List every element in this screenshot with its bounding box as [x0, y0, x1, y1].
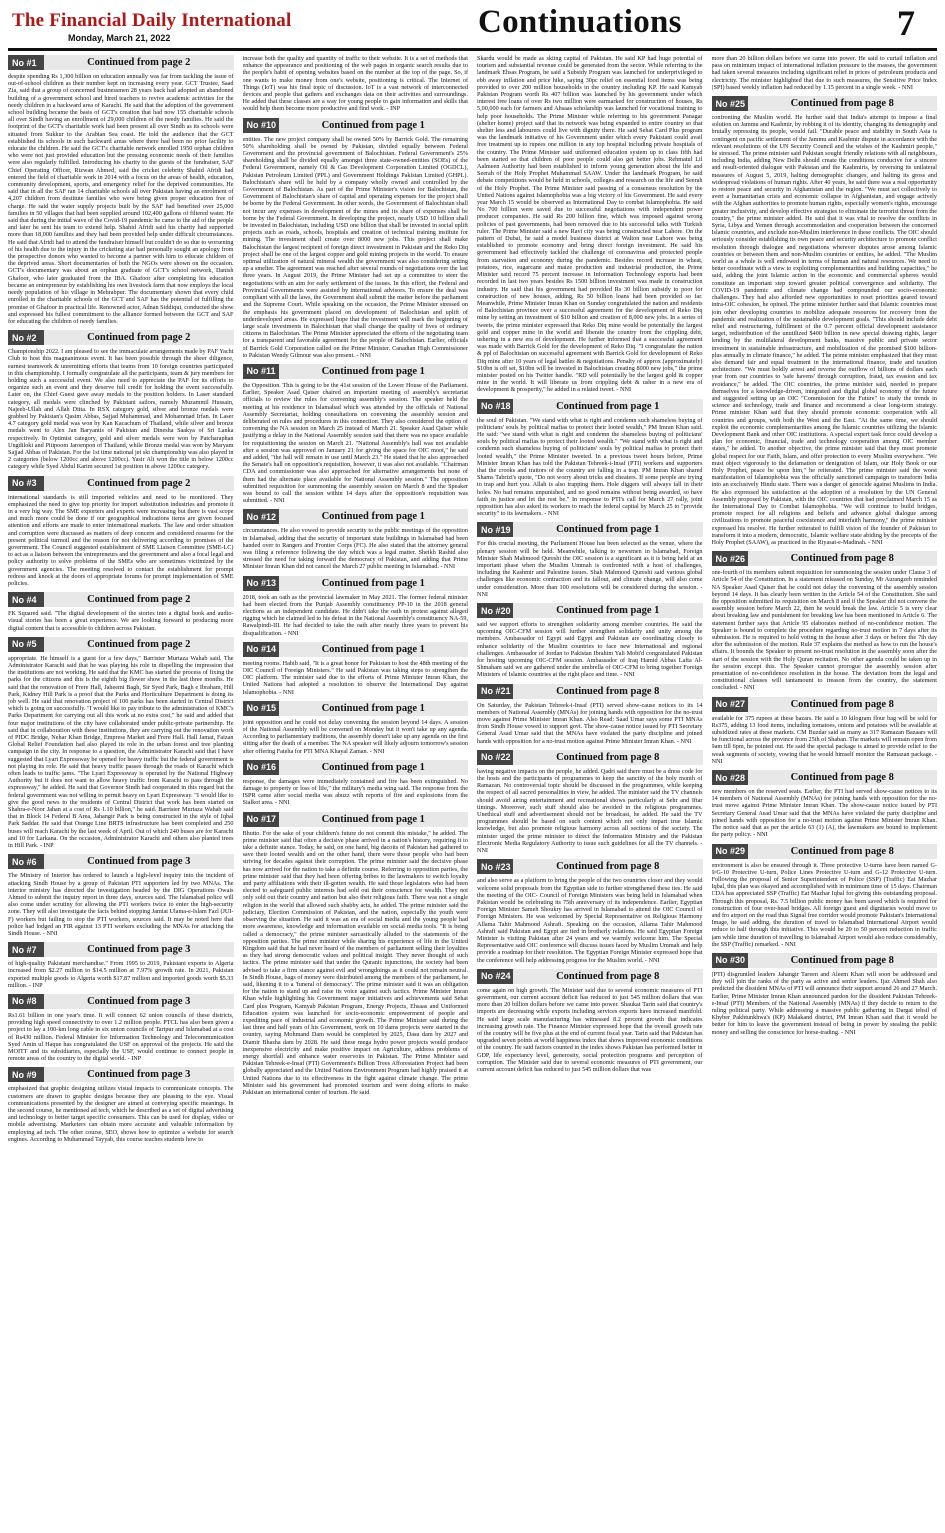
story-number: No #21: [477, 684, 513, 699]
story-text: the soul of Pakistan. "We stand with what is right and condemn such shameless buying of politicians' souls by political mafias to protect their looted wealth," PM Imran Khan said. He said: "we stand with what is right and condemn the shameless buying of politicians' souls by political mafias to protect their looted wealth." "We stand with what is right and condemn such shameless buying of politicians' souls by political mafias to protect their looted wealth," the Prime Minister tweeted. In a previous tweet hours before, Prime Minister Imran Khan has told the Pakistan Tehreek-i-Insaf (PTI) workers and supporters that the crooks and traitors of the country are falling in a trap. PM Imran Khan shared Shams Tabrizi's quote, "Do not worry about tricks and cheaters. If some people are trying to trap and hurt you. Allah is also trapping them. Hole diggers will always fall in their holes. No bad remains unpunished, and no good remains without being awarded, so have faith in justice and let the rest be." In response to PTI's call for March 27 rally, joint opposition has also asked its workers to reach the federal capital by March 25 to "provide security" to its lawmakers. - NNI: [477, 416, 703, 518]
story: [8, 854, 234, 937]
story-header: [477, 969, 703, 984]
continued-label: Continued from page 3: [44, 942, 234, 957]
story-number: No #25: [712, 96, 748, 111]
story-header: [243, 509, 469, 524]
story-text: having negative impacts on the people, he added. Qadri said there must be a dress code for the hosts and the participants of programmes to keep the sanctity of the holy month of Ramazan. No controversial topic should be discussed in the programmes, while keeping the respect of all sacred personalities in view, he added. The minister said the TV channels should avoid airing entertainment and recreational shows particularly at Sehr and Iftar timings. Moreover, such stuff should also be avoided in the religious programmes. Unethical stuff and advertisement should not be broadcast, he added. He said the TV programmes should be based on such content which not only impart true Islamic knowledge, but also promote religious harmony across all sections of the society. The minister urged the prime minister to direct the Information Ministry and the Pakistan Electronic Media Regulatory Authority to issue such guidelines for all the TV channels. - NNI: [477, 767, 703, 855]
masthead: [8, 0, 937, 51]
continued-label: Continued from page 8: [513, 859, 703, 874]
story-text: said we support efforts to strengthen solidarity among member countries. He said the upcoming OIC-CFM session will further strengthen solidarity and unity among the members. Ambassador of Egypt said Egypt and Pakistan are coordinating closely to enhance solidarity of the Muslim countries to face new International and regional challenges. Ambassador of Jordan to Pakistan Ibrahim Yali Mobi'd congratulated Pakistan for hosting upcoming OIC-CFM session. Ambassador of Iraq Hamid Abbas Lafta Al-Shmaham said we are gathered under the umbrella of OIC-CFM to bring together Foreign Ministers of Islamic countries at the right place and time. - NNI: [477, 621, 703, 679]
continued-label: Continued from page 8: [748, 551, 938, 566]
continued-label: Continued from page 1: [513, 399, 703, 414]
page-number: 7: [897, 3, 915, 43]
story-number: No #14: [243, 642, 279, 657]
story-text: emphasized that graphic designing utilizes visual impacts to communicate concepts. The customers are drawn to graphic designs because they are pleasing to the eye. Visual communications presented by the designer are aimed at conveying specific meanings. In the second course, he mentioned ad tech, which he described as a set of digital advertising and technology to better target specific consumers. This can be used for display, video or mobile advertising. Marketers can obtain more accurate and valuable information by employing ad tech. The other course, SEO, shows how to optimize a website for search engines. According to Muhammad Tayyab, this course teaches students how to: [8, 1085, 234, 1143]
story: [243, 760, 469, 807]
story-header: [8, 1067, 234, 1082]
section-title: Continuations: [478, 4, 682, 40]
story: [477, 522, 703, 598]
story: [477, 859, 703, 963]
story-text: the Opposition. This is going to be the 41st session of the Lower House of the Parliament. Earlier, Speaker Asad Qaiser chaired an important meeting of assembly's secretariat officials to review the rules for convening assembly's session. The speaker held the meeting at his residence in Islamabad which was attended by the officials of National Assembly Secretariat, holding consultations on convening the assembly session and deliberated on rules and procedures in this connection. They also considered the option of convening the NA session on March 25 instead of March 21. Speaker Asad Qaiser while justifying a delay in the National Assembly session said that there was no space available for requisitioning the session on March 21. "National Assembly's hall was not available after a session was approved on January 21 for giving the space for OIC moot," he said and added, "the hall will remain in use until March 23." He stated that he also approached the Senate's hall on opposition's requisition, however, it was also not available. "Chairman CDA and commissioner was also approached for alternative arrangements but none of them had the alternate place available for National Assembly session." The opposition submitted requisition for summoning the assembly session on March 8 and the Speaker was bound to call the session within 14 days after the opposition's requisition was submitted. - NNI: [242, 381, 468, 505]
continued-label: Continued from page 1: [279, 760, 469, 775]
story-text: come again on high growth. The Minister said due to several economic measures of PTI government, our current account deficit has reduced to just 545 million dollars that was more than 20 billion dollars before we came into power. Shaukat Tarin said that country's imports are decreasing while exports including services exports have increased manifold. He said large scale manufacturing has witnessed 8.2 percent growth that indicates increasing growth rate. The Finance Minister expressed hope that the overall growth rate of the country will be five plus at the end of current fiscal year. Tarin said that Pakistan has upgraded seven points at world happiness index that shows improved economic conditions of the country. He said factors counted in the index shows Pakistan has performed better in GDP, life expectancy level, generosity, social protection programs and perception of corruption. The Minister said due to several economic measures of PTI government, our current account deficit has reduced to just 545 million dollars that was: [477, 986, 703, 1073]
story: [243, 701, 469, 755]
story-header: [243, 812, 469, 827]
continued-label: Continued from page 2: [44, 592, 234, 607]
story-header: [477, 522, 703, 537]
story-number: No #4: [8, 592, 44, 607]
story-text: Bhutto. For the sake of your children's future do not commit this mistake," he added. The prime minister said that often a decisive phase arrived in a nation's history, requiring it to take a definite stance. Today, he said, on one hand, big dacoits of Pakistan had gathered to save their looted wealth and on the other hand, there were those people who had been striving for decades against their corruption. The prime minister said the decisive phase has now arrived for the nation to take a definite course. Referring to opposition parties, the prime minister said that they had been offering bribes to the lawmakers to switch loyalty and party affiliations with their ill-gotten wealth. He said those legislators who had been elected to safeguard public interests had sold out their conscience for wealth. They not only sold out their country and nation but also their religious faith. There was not a single religion in the world that allowed such shabby acts, he added. The prime minister said the judiciary, Election Commission of Pakistan, and the nation, especially the youth were observing the situation. He said it was an era of social media and the young people had more awareness, knowledge and information available on social media tools. "It is being called a democracy," the prime minister sarcastically alluded to the statements of the opposition parties. The prime minister while sharing his experience of life in the United Kingdom said that he had never heard of the members of parliament selling their loyalties as they had strong democratic values and political insight. They never thought of such tactics. The prime minister said that under the Quranic injunctions, the society had been advised to take a firm stance against evil and wrongdoings as it could not remain neutral. In Sindh House, bags of money were distributed among the members of the parliament, he said, likening it to a 'funeral of democracy'. The prime minister said it was an obligation for the nation to stand up and raise its voice against such tactics. Prime Minister Imran Khan while highlighting his Government major initiatives and achievements said Sehat Card plus Program, Kamyab Pakistan Program, Energy Projects, Ehsaas and Uniformed Education system was launched for socio-economic empowerment of people and expediting pace of industrial and economic growth. The Prime Minister said during the last three and half years of his Government, work on 10 dams projects were started in the country, saying Mohmand Dam would be completed by 2025, Dasu dam by 2027 and Diamir Bhasha dam by 2028. He said these mega hydro power projects would produce inexpensive electricity and make positive impact on Agriculture, address problems of energy shortfall and enhance water reservoirs in Pakistan. The Prime Minister said Pakistan Tehreek-e-Insaf (PTI) Government's Billion Trees Afforestation Project had been globally appreciated and the United Nations Environment Program had highly praised it at United Nations due to its effectiveness in the fight against climate change. The prime Minister said his government had promoted tourism and were doing efforts to make Pakistan an international center of tourism. He said: [242, 829, 468, 1096]
story-header: [477, 603, 703, 618]
story-text: and also serve as a platform to bring the people of the two countries closer and they would welcome solid proposals from the Egyptian side to further strengthened these ties. He said the meeting of the OIC- Council of Foreign Ministers was being held in Islamabad when Pakistan would be celebrating its 75th anniversary of its independence. Earlier, Egyptian Foreign Minister Sameh Shoukry has arrived in Islamabad to attend the OIC Council of Foreign Ministers. He was welcomed by Special Representative on Religious Harmony Allama Tahir Mahmood Ashrafi. Speaking on the occasion, Allama Tahir Mahmood Ashrafi said Pakistan and Egypt are tied in brotherly relations. He said Egyptian Foreign Minister is visiting Pakistan after 24 years and we warmly welcome him. The Special Representative said OIC conference will discuss issues faced by Muslim Ummah and help provide a roadmap for their resolution. The Egyptian Foreign Minister expressed hope that the conference will help addressing progress for the Muslim world. - NNI: [477, 877, 703, 964]
story: [712, 55, 938, 91]
column-4: [712, 55, 938, 1529]
story-text: entities. The new project company shall be owned 50% by Barrick Gold. The remaining 50% shareholding shall be owned by Pakistan, divided equally between Federal Government and the provincial government of Balochistan. Federal Government's 25% shareholding shall be divided equally amongst three state-owned-entities (SOEs) of the Federal Government, namely Oil & Gas Development Corporation Limited (OGDCL), Pakistan Petroleum Limited (PPL) and Government Holdings Pakistan Limited (GHPL). Balochistan's share will be held by a company wholly owned and controlled by the Government of Balochistan. As part of the Prime Minister's vision for Balochistan, the Government of Balochistan's share of capital and operating expenses for the project shall be borne by the Federal Government. In other words, the Government of Balochistan shall not incur any expenses in development of the mines and its share of expenses shall be borne by the Federal Government. In developing the project, nearly USD 10 billion shall be invested in Balochistan, including USD one billion that shall be invested in social uplift projects such as roads, schools, hospitals and creation of technical training institute for mining. The investment shall create over 8000 new jobs. This project shall make Balochistan the largest recipient of foreign direct investment in Pakistan and the Reko Diq project shall be one of the largest copper and gold mining projects in the world. To ensure optimal utilization of natural mineral wealth the government was also considering setting up a smelter. The agreement was reached after several rounds of negotiations over the last three years. In August 2019, the Prime Minister had set up a committee to steer the negotiations with an aim for early settlement of the issues. In this effort, the Federal and Provincial Governments were assisted by international advisors. To ensure the deal was compliant with all the laws, the Government shall submit the matter before the parliament and the Supreme Court. While speaking on the occasion, the Prime Minister stressed on the emphasis his government placed on development of Balochistan and uplift of underdeveloped areas. He expressed hope that the investment will mark the beginning of large scale investments in Balochistan that shall change the quality of lives of ordinary citizens in Balochistan. The Prime Minister appreciated the efforts of the negotiating team for a transparent and favorable agreement for the people of Balochistan. Earlier, officials of Barrick Gold Corporation called on the Prime Minister. Canadian High Commissioner to Pakistan Wendy Gilmour was also present. - NNI: [242, 135, 468, 359]
story-header: [712, 770, 938, 785]
story-text: 2018, took an oath as the provincial lawmaker in May 2021. The former federal minister had been elected from the Punjab Assembly constituency PP-10 in the 2018 general elections as an independent candidate. He didn't take the oath in protest against alleged rigging which he claimed led to his defeat in the National Assembly's constituency NA-59, Rawalpindi-III. He had decided to take the oath after nearly three years to prevent his disqualification. - NNI: [242, 593, 468, 637]
story-text: On Saturday, the Pakistan Tehreek-i-Insaf (PTI) served show-cause notices to its 14 members of National Assembly (MNAs) for joining hands with opposition for the no-trust move against Prime Minister Imran Khan. Also Read: Saad Umar says some PTI MNAs from Sindh House vowed to support govt. The show-cause notice issued by PTI Secretary General Asad Umar said that the MNAs have violated the party discipline and joined hands with opposition for a no-trust motion against Prime Minister Imran Khan. - NNI: [477, 701, 703, 745]
continued-label: Continued from page 2: [44, 476, 234, 491]
story-text: Skardu would be made as skiing capital of Pakistan. He said KP had huge potential of tourism and substantial revenue could be generated from the sector. While referring to the landmark Ehsas Program, he said a Subsidy Program was launched for underprivileged to ebb away inflation and price hike, saying 30pc relief on essential food items was being provided to over 200 million households in the country including KP. He said Kamyab Pakistan Program worth Rs 407 billion was launched by his government under which interest free loans of over Rs two million were earmarked for construction of houses, Rs 5,00,000 each for farmers and Ahsaas scholarship was launched for vocational training to help poor households. The Prime Minister while referring to his government Panagar (shelter home) project said that its network was being expanded to entire country so that shelter less and labourers could live with dignity there. He said Sehat Card Plus program was the landmark initiative of his Government under which every Pakistani could avail free treatment up to rupees one million in any top hospital including private hospitals of the country. The Prime Minister said uniformed education system up to class fifth had been started so that children of poor people could also get better jobs. Rehmatul Lil Aalmeen Authority had been established to inform young generation about the life and Seerah of the Holy Prophet Muhammad SAAW. Under the landmark Program, he said debate competitions would be held in schools, colleges and research on the life and Seerah of the Holy Prophet. The Prime Minister said passing of a consensus resolution by the United Nations against Islamophobia was a big victory of his Government. He said every year March 15 would be observed as International Day to combat Islamophobia. He said No 700 billion were saved due to successful negotiations with independent power producer companies. He said Rs 200 billion fine, which was imposed against wrong policies of past governments, had been removed due to his successful talks with Turkish ruler. The Prime Minister said a new Ravi city was being constructed near Lahore. On the pattern of Dubai, he said a model business district at Walton near Lahore was being established to promote economy and bring direct foreign investment. He said his government had effectively tackled the challenge of coronavirus and protected people from starvation and economy during the pandemic. Besides record increase in wheat, potatoes, rice, sugarcane and maize production and industrial production, the Prime Minister said record 75 percent increase in Information Technology exports had been recorded in last two years besides Rs 1500 billion investment was made in construction industry. He said that his government had provided Rs 30 billion subsidy to poor for construction of new houses, adding, Rs 50 billion loans had been provided so far. Meanwhile, Prime Minister Imran Khan on Sunday congratulated the nation and residents of Balochistan province over a successful agreement for the development of Reko Diq mine by setting an investment of $10 billion and creation of 8,000 new jobs. In a series of tweets, the prime minister expressed that Reko Diq mine would be potentially the largest gold and copper mine in the world and liberate the country from the crippling debt, ushering in a new era of development. He further informed that a successful agreement was made with Barrick Gold for the development of Reko Diq. "I congratulate the nation & ppl of Balochistan on successful agreement with Barrick Gold for development of Reko Diq mine after 10 years of legal battles & negotiations. Penalty of approx (approximately) $10bn is off set, $10bn will be invested in Balochistan creating 8000 new jobs," the prime minister posted on his Twitter handle. "RD will potentially be the largest gold & copper mine in the world. It will liberate us from crippling debt & usher in a new era of development & prosperity," he added in a related tweet. - NNI: [477, 55, 703, 394]
story-header: [8, 55, 234, 70]
story-header: [8, 476, 234, 491]
story-number: No #30: [712, 953, 748, 968]
paper-name: The Financial Daily International: [12, 10, 292, 31]
continued-label: Continued from page 2: [44, 330, 234, 345]
story: [712, 953, 938, 1036]
story-number: No #5: [8, 637, 44, 652]
columns: [8, 55, 937, 1529]
continued-label: Continued from page 8: [748, 953, 938, 968]
continued-label: Continued from page 3: [44, 994, 234, 1009]
story: [243, 118, 469, 359]
story-number: No #27: [712, 697, 748, 712]
story-text: FK Squared said. "The digital development of the stories into a digital book and audio-visual stories has been a great experience. We are looking forward to producing more digital content that is accessible to children across Pakistan.: [8, 610, 234, 632]
story: [712, 96, 938, 546]
story-header: [712, 551, 938, 566]
story: [8, 1067, 234, 1143]
continued-label: Continued from page 8: [748, 844, 938, 859]
story: [8, 994, 234, 1062]
story-text: confronting the Muslim world. He further said that India's attempt to impose a final solution on Jammu and Kashmir, by robbing it of its identity, changing its demography and brutally repressing its people, would fail. "Durable peace and stability in South Asia is contingent on pacific settlement of the Jammu and Kashmir dispute in accordance with the relevant resolutions of the UN Security Council and the wishes of the Kashmiri people," he stressed. The prime minister said Pakistan sought friendly relations with all neighbours, including India, adding New Delhi should create the conditions conducive for a sincere and result-oriented dialogue with Pakistan and the Kashmiris, by reversing its unilateral measures of August 5, 2019, halting demographic changes, and halting its gross and widespread violations of human rights. After 40 years, he said there was a real opportunity to restore peace and security in Afghanistan and the region. "We must act collectively to avert a humanitarian crisis and economic collapse in Afghanistan, and engage actively with the Afghan authorities to promote human rights, especially women's rights, encourage greater inclusivity, and develop effective strategies to eliminate the terrorist threat from the country," the prime minister added. He said that it was vital to resolve the conflicts in Syria, Libya and Yemen through accommodation and cooperation between the concerned Islamic countries, and exclude non-Muslim interference in these conflicts. The OIC should seriously consider establishing its own peace and security architecture to promote conflict resolution through dialogue and negotiations wherever disputes arose among Islamic countries or between them and non-Muslim countries or entities, he added. "The Muslim world as a whole is well endowed in terms of human and natural resources. We need to better coordinate with a view to exploiting complementarities and building capacities," he said, adding the joint Islamic action in the economic and commercial spheres would constitute an important step toward greater political convergence and solidarity. The COVID-19 pandemic and climate change had compounded our socio-economic challenges. They had also afforded new opportunities to reset priorities geared toward intra-OIC cohesion, he opined. The prime minister further said that Islamic countries must join other developing countries to mobilize adequate resources for recovery from the pandemic and realization of the sustainable development goals. "This should include debt relief and restructuring, fulfillment of the 0.7 percent official development assistance target, redistribution of the unutilized $400 billion in new special drawing rights, larger lending by the multilateral development banks, massive public and private sector investment in sustainable infrastructure, and mobilization of the promised $100 billion-plus annually in climate finance," he added. The prime minister emphasized that they must also demand fair and equal treatment in the international finance, trade and taxation architecture. "We must boldly arrest and reverse the outflow of billions of dollars each year from our countries to 'safe havens' through corruption, fraud, tax evasion and tax avoidance," he added. The OIC countries, the prime minister said, needed to prepare themselves for a knowledge-driven, integrated and digital global economy of the future and suggested setting up an OIC "Commission for the Future" to study the trends in science and technology, trade and finance and recommend a clear long-term strategy. Prime minister Khan said that they should promote economic cooperation with all countries and groups, with both the West and the East. "At the same time, we should exploit the economic complementarities among the Islamic countries utilizing the Islamic Development Bank and other OIC institutions. A special expert task force could develop a plan for economic, financial, trade and technology cooperation among OIC member states," he added. To another objective, the prime minister said that they must promote global respect for our Faith, Islam, and offer protection to every Muslim everywhere. "We must object vigorously to the defamation or denigration of Islam, our Holy Book or our Holy Prophet, peace be upon him," he reiterated. The prime minister said the worst manifestation of Islamophobia was the officially sanctioned campaign to transform India into an exclusively Hindu state. There was a danger of genocide against Muslims in India. He also expressed his satisfaction at the adoption of a resolution by the UN General Assembly proposed by Pakistan, with the OIC countries that had proclaimed March 15 as the International Day to Combat Islamophobia. "We will continue to build bridges, promote respect for all religions and beliefs and advance global dialogue among civilizations to promote peaceful coexistence and interfaith harmony," the prime minister expressed his resolve. He further reiterated to fulfill vision of the founder of Pakistan to transform it into a modern, democratic, Islamic welfare state abiding by the precepts of the Holy Prophet (SAAW), as practiced in the Riyasat-e-Madinah. - NNI: [711, 114, 937, 546]
story-number: No #28: [712, 770, 748, 785]
story-text: joint opposition and he could not delay convening the session beyond 14 days. A session of the National Assembly will be convened on Monday but it won't take up any agenda. According to parliamentary traditions, the assembly doesn't take up any agenda on the first sitting after the death of a member. The NA speaker will likely adjourn tomorrow's session after offering Fateha for PTI MNA Khayal Zaman. - NNI: [242, 718, 468, 755]
story-header: [243, 642, 469, 657]
story: [8, 942, 234, 989]
story: [477, 399, 703, 518]
story-text: (PTI) disgruntled leaders Jahangir Tareen and Aleem Khan will soon be addressed and they will join the ranks of the party as active and senior leaders. Ijaz Ahmed Shah also predicted the dissident MNAs of PTI will announce their support around 26 and 27 March. Earlier, Prime Minister Imran Khan announced pardon for the dissident Pakistan Tehreek-e-Insaf (PTI) Members of the National Assembly (MNAs) if they decide to return to the ruling political party. While addressing a massive public gathering in Dargai tehsil of Khyber Pakhtunkhwa's (KP) Malakand district, PM Imran Khan said that it would be better for him to leave the government instead of being in power by stealing the public money and selling the conscience for horse-trading. - NNI: [711, 970, 937, 1036]
continued-label: Continued from page 8: [748, 697, 938, 712]
continued-label: Continued from page 8: [513, 969, 703, 984]
story-number: No #26: [712, 551, 748, 566]
story-number: No #15: [243, 701, 279, 716]
story: [8, 330, 234, 470]
continued-label: Continued from page 1: [279, 812, 469, 827]
story-text: circumstances. He also vowed to provide security to the public meetings of the opposition in Islamabad, adding that the security of important state buildings in Islamabad had been handed over to Rangers and Frontier Corps (FC). He also stated that the attorney general was filing a reference following the day which was a legal matter. Sheikh Rashid also stressed the need for taking forward the democracy of Pakistan, and adding that Prime Minister Imran Khan did not cancel the March 27 public meeting in Islamabad. - NNI: [242, 527, 468, 571]
story-number: No #23: [477, 859, 513, 874]
continued-label: Continued from page 8: [513, 684, 703, 699]
story-header: [243, 576, 469, 591]
story: [712, 770, 938, 838]
story: [477, 55, 703, 394]
story: [477, 603, 703, 679]
story: [712, 551, 938, 691]
story-header: [477, 399, 703, 414]
story-header: [8, 330, 234, 345]
column-1: [8, 55, 234, 1529]
continued-label: Continued from page 1: [279, 642, 469, 657]
continued-label: Continued from page 1: [513, 603, 703, 618]
story-text: response, the damages were immediately contained and fire has been extinguished. No damage to property or loss of life," the military's media wing said. The response from the ISPR came after social media was abuzz with reports of fire and explosions from the Sialkot area. - NNI: [242, 777, 468, 807]
story-number: No #22: [477, 750, 513, 765]
story-number: No #3: [8, 476, 44, 491]
story-number: No #20: [477, 603, 513, 618]
continued-label: Continued from page 8: [748, 96, 938, 111]
story-header: [712, 96, 938, 111]
story-number: No #29: [712, 844, 748, 859]
story-header: [243, 118, 469, 133]
story: [243, 642, 469, 696]
story-number: No #11: [243, 364, 279, 379]
story: [477, 969, 703, 1073]
continued-label: Continued from page 1: [279, 364, 469, 379]
story: [8, 637, 234, 849]
story-text: new members on the reserved seats. Earlier, the PTI had served show-cause notices to its 14 members of National Assembly (MNAs) for joining hands with opposition for the no-trust move against Prime Minister Imran Khan. The show-cause notice issued by PTI Secretary General Asad Umar said that the MNAs have violated the party discipline and joined hands with opposition for a no-trust motion against Prime Minister Imran Khan. The notice said that as per the article 63 (1) (A), the lawmakers are bound to implement the party policy. - NNI: [711, 788, 937, 839]
story-header: [477, 684, 703, 699]
story: [477, 684, 703, 745]
column-3: [477, 55, 703, 1529]
story-text: Championship 2022. I am pleased to see the immaculate arrangements made by PAF Yacht Club to host this magnanimous event. It has been possible through the sheer diligence, earnest teamwork & unremitting efforts that teams from 10 foreign countries participated in this championship. I formally congratulate all the participants, team & jury members for holding such a successful event. We also need to appreciate the PAF for its efforts to organize such an event and they deserve full credit for holding the event successfully. Later on, the Chief Guest gave away medals to the position holders. In Laser standard category, all medals were clinched by Pakistani sailors, namely Muzammil Hussain, Najeeb-Ullah and Allah Ditta. In RSX category gold, silver and bronze medals were grabbed by Pakistan's Qasim Abbas, Sajjad Muhammad, and Mohammad Irfan. In Laser 4.7 category gold medal was won by Kan Kacachum of Thailand, while silver and bronze medals went to Alex Jan Baryantis of Pakistan and Dinesha Saakya of Sri Lanka respectively. In Optimist category, gold and silver medals were won by Patcharaphan Ungdiloki and Pitipoom Jaroenpon of Thailand, while Bronze medal was won by Maryam Sajjad Abbas of Pakistan. For the 1st time national jet ski championship was also played in 2 categories (below 1200cc and above 1200cc). Yasir Ali won the title in below 1200cc category while Syed Abdul Karim secured 1st position in above 1200cc category.: [8, 348, 234, 471]
story-text: increase both the quality and quantity of traffic to their website. It is a set of methods that enhance the appearance and positioning of the web pages in organic search results due to the people's habit of opening websites based on the number at the top of the page. So, if one wants to make money from one's website, positioning is critical. The Internet of Things (IoT) was his final topic of discussion. IoT is a vast network of interconnected devices and people that gathers and exchanges data on their activities and surroundings. He added that these classes are a way for young people to gain information and skills that would help them become more productive and find work. - INP: [242, 55, 468, 113]
story-text: despite spending Rs 1,300 billion on education annually was far from tackling the issue of out-of-school children as their number kept on increasing every year. GCT Trustee, Saad Zia, said that a group of concerned businessmen 28 years back had adopted an abandoned building of a government school and hired teachers to revive academic activities for the needy children in a backward area of Karachi. He said that the adoption of the government school building became the basis of GCT's creation that had now 155 charitable schools all over Sindh having an enrollment of 29,000 children of the needy families. He said the footprint of the GCT's charitable work had been present all over Sindh as its schools were situated from Sukkur to the Arabian Sea coast. He told the audience that the GCT established its schools in such backward areas where there had been no prior facility to educate the children. He said the GCT's charitable network enrolled 1950 orphan children who were not just provided education but the pressing economic needs of their families were also regularly fulfilled. Introducing his charity to the guests of the fundraiser, SAF Chief Operating Officer, Rizwan Ahmed, said the cricket celebrity Shahid Afridi had entered the field of charitable work in 2014 with a focus on the areas of health, education, community development, sports, and emergency relief for the deprived communities. He said that in all the SAF ran 14 charitable schools all over Pakistan having an enrolment of 4,207 children from destitute families who were being given proper education free of charge. He said the water supply projects built by the SAF had benefited over 25,000 families in 50 villages that had been supplied around 102,400 gallons of filtered water. He said that during the initial wave of the Covid-19 pandemic he came to the aid of the people and later he sent his team to extend help. Shahid Afridi said his charity had supported more than 18,000 families and they had been provided help under difficult circumstances. He said that Afridi had to attend the fundraiser himself but couldn't do so due to worsening of his health due to the injury in the cricketing star had personally sought an apology from the prospective donors who wanted to become a partner with him to educate children of the deprived areas. Short documentaries of both the NGOs were shown on the occasion. GCT's documentary was about an orphan graduate of GCT's school network, Danish Ghafoor, who later graduated from the IBA. Ghafoor after completing his education became an entrepreneur by establishing his own livestock farm that now employs the local needy population of his village in Mehrabpur. The documentary shown that every child enrolled in the charitable schools of the GCT and SAF has the potential of fulfilling the promise of Ghafoor in practical life. Renowned actor, Adnan Siddiqui, conducted the show and expressed his fullest commitment to the alliance formed between the GCT and SAF for educating the children of needy families.: [8, 73, 234, 325]
story-header: [712, 953, 938, 968]
story-header: [8, 994, 234, 1009]
continued-label: Continued from page 1: [513, 522, 703, 537]
story: [243, 576, 469, 637]
continued-label: Continued from page 8: [748, 770, 938, 785]
story-header: [477, 750, 703, 765]
story-number: No #17: [243, 812, 279, 827]
story-header: [8, 637, 234, 652]
story-header: [712, 697, 938, 712]
story-number: No #1: [8, 55, 44, 70]
story-text: international standards is still imported vehicles and need to be monitored. They emphasized the need to give top priority for import substitution industries and promote it in a very big way. The SME exporters and experts were increasing but there is vast scope and much more could be done if our geographical indications items are given focused attention and efforts are made to enter international markets. The law and order situation and corruption were discussed as matters of deep concern and considered reasons for the present political turmoil and the reason for not delivering according to promises of the government. The Council suggested establishment of SME Liaison Committee (SME-LC) to act as a liaison between the entrepreneurs and the government and also a focal legal and policy authority to solve problems of the SMEs who are sometimes victimized by the government agencies. The meeting resolved to contact the establishment for prompt redress and knock at the doors of appropriate forums for prompt implementation of SME policies.: [8, 493, 234, 587]
story: [477, 750, 703, 854]
story: [8, 55, 234, 325]
story: [243, 509, 469, 570]
story-text: appropriate. He himself is a guest for a few days," Barrister Murtaza Wahab said. The Administrator Karachi said that he was playing his role in dispelling the impression that the institutions are not working. He said that the KMC has started the process of fixing the parks for the citizens and this is the eighth big flower show in the last three months. He said that the renovation of Frere Hall, Jaheemi Bagh, Sir Syed Park, Bagh e Ibraham, Hill Park, Kidney Hill Park is a proof that the Parks and Horticulture Department is doing its job well. He said that renovation project of 100 parks has been started in Central District which is going on successfully. "I would like to pay tribute to the administration of KMC's Parks Department for carrying out all this work at no extra cost," he said and added that four major institutions of the city have collaborated under public-private partnership. He said that in collaboration with these institutions, they are carrying out the renovation work of PIDC Bridge, Nehar Khan Bridge, Empress Market and Frere Hall. Hall Jamat, Faizan Global Relief Foundation had also played its role in the urban forest and tree planting campaign in the city. In response to a question, the Administrator Karachi said that I have suggested that Lyari Expressway be opened for heavy traffic but the federal government is not playing its role. He said that heavy traffic passes through the roads of Karachi which often leads to traffic jams. "The Lyari Expressway is operated by the National Highway Authority but it does not want to allow heavy traffic from Karachi to pass through the expressway," he added. He said that Governor Sindh had cooperated in this regard but the federal government was not willing to permit heavy on Lyari Expressway. "I would like to give the good news to the residents of Central District that work has been started on Shahra-e-Noor Jahan at a cost of Rs 1.10 billion," he said. Barrister Murtaza Wahab said that in Block 14 Federal B Area, Jahangir Park is being constructed in the style of Iqbal Park Saddar. He said that Orange Line BRTS infrastructure has been completed and 250 buses will reach Karachi by the last week of April. Out of which 240 buses are for Karachi and 10 for Larkana. On the occasion, Administrator Karachi and others also planted trees in Hill Park. - INP: [8, 654, 234, 850]
story-number: No #7: [8, 942, 44, 957]
story-header: [243, 760, 469, 775]
story-number: No #13: [243, 576, 279, 591]
story-text: Rs1.61 billion in one year's time. It will connect 62 union councils of these districts, providing high speed connectivity to over 1.2 million people. PTCL has also been given a project to lay a 100-km long cable in six union councils of Taripur and Islamabad at a cost of Rs430 million. Federal Minister for Information Technology and Telecommunication Syed Amin ul Haque has congratulated the USF on approval of the projects. He said the MOITT and its subsidiaries, especially the USF, would continue to connect people in remote areas of the country to the digital world. - INP: [8, 1011, 234, 1063]
story-header: [477, 859, 703, 874]
story: [712, 697, 938, 765]
story-number: No #2: [8, 330, 44, 345]
continued-label: Continued from page 3: [44, 1067, 234, 1082]
story-number: No #10: [243, 118, 279, 133]
story-number: No #6: [8, 854, 44, 869]
story-text: one-fourth of its members submit requisition for summoning the session under Clause 3 of Article 54 of the Constitution. In a statement released on Sunday, Mr Aurangzeb reminded NA Speaker Asad Qaiser that he could not delay the convening of the assembly session beyond 14 days. It has clearly been written in the Article 54 of the Constitution. She said the opposition submitted its requisition on March 8 and if the Speaker did not convene the assembly session before March 22, then he would break the law. Article 5 is very clear about breaking law and punishment for breaking law has been mentioned in Article 6. The statement further says that Article 95 elaborates method of no-confidence motion. The Speaker is bound to complete the procedure regarding no-trust motion in 7 days after its submission. He is required to hold voting in the house after 3 days or before the 7th day after the submission of the motion. Rule 37 explains the method as how to run the house's affairs. It bounds the Speaker to present no-trust resolution in the assembly soon after the start of the session with the Holy Quran recitation. No other agenda could be taken up in the session except this. The Speaker cannot prorogue the assembly session after presentation of no-confidence resolution in the house. The deviation from the legal and constitutional clauses will tantamount to treason from the country, the statement concluded. - NNI: [711, 569, 937, 692]
continued-label: Continued from page 2: [44, 637, 234, 652]
story-number: No #8: [8, 994, 44, 1009]
story-number: No #9: [8, 1067, 44, 1082]
story-text: more than 20 billion dollars before we came into power. He said to curtail inflation and pass on minimum impact of international inflation pressure to the masses, the government had taken several measures including significant relief in prices of petroleum products and electricity. The minister highlighted that due to such measures, the Sensitive Price Index (SPI) based weekly inflation had reduced by 1.15 percent in a single week. - NNI: [711, 55, 937, 91]
story-header: [8, 942, 234, 957]
story-header: [712, 844, 938, 859]
continued-label: Continued from page 8: [513, 750, 703, 765]
story-header: [8, 854, 234, 869]
continued-label: Continued from page 3: [44, 854, 234, 869]
story-text: available for 375 rupees at these bazars. He said a 10 kilogram flour bag will be sold for Rs375, adding 13 food items, including tomatoes, onions and potatoes will be available at subsidized rates at these markets. CM Buzdar said as many as 317 Ramazan Bazaars will be functional across the province from 25th of Shaban. The markets will remain open from 9am till 6pm, he pointed out. He said the special package is aimed to provide relief to the weak segments of society, vowing that he would himself monitor the Ramazan package. - NNI: [711, 714, 937, 765]
column-2: [243, 55, 469, 1529]
story-number: No #12: [243, 509, 279, 524]
story-text: For this crucial meeting, the Parliament House has been selected as the venue, where the plenary session will be held. Meanwhile, talking to newsmen in Islamabad, Foreign Minister Shah Mahmood Qureshi the OIC session is a significant as it is being held at an important phase when the Muslim Ummah is confronted with a host of challenges, including the Kashmir and Palestine issues. Shah Mahmood Qureshi said various global challenges like economic contraction and its fallout, and climate change, will also come under consideration. More than 100 resolutions will be considered during the session. - NNI: [477, 540, 703, 598]
story-text: meeting rooms. Habib said, "It is a great honor for Pakistan to host the 48th meeting of the OIC Council of Foreign Ministers." He said Pakistan was taking steps to strengthen the OIC platform. The minister said due to the efforts of Prime Minister Imran Khan, the United Nations had adopted a resolution to observe the International Day against Islamophobia. - NNI: [242, 659, 468, 696]
story-number: No #24: [477, 969, 513, 984]
story-text: environment is also be ensured through it. Three protective U-turns have been named G-9/G-10 Protective U-turn, Police Lines Protective U-turn and G-12 Protective U-turn. Following the proposal of Senior Superintendent of Police (SSP) (Traffic) Eat Mazhar Iqbal, this plan was okayed and accomplished with in minimum time of 15 days. Chairman CDA has appreciated SSP (Traffic) Eat Mazhar Iqbal for giving this outstanding proposal. Through this proposal, Rs. 7.5 billion public money has been saved which is required for construction of four over-head bridges. All foreign guest and dignitaries would move to and fro airport on the road thus Signal free corridor would promote Pakistan's International Image, he said adding, the duration of travel to Islamabad International Airport would reduce to half through this initiative. This would be 20 to 50 percent reduction in traffic jam while time duration of travelling to Islamabad Airport would also reduce considerably, the SSP (Traffic) remarked. - NNI: [711, 861, 937, 948]
issue-date: Monday, March 21, 2022: [68, 33, 171, 43]
continued-label: Continued from page 1: [279, 701, 469, 716]
story-header: [8, 592, 234, 607]
story: [243, 364, 469, 504]
story: [243, 55, 469, 113]
story-number: No #18: [477, 399, 513, 414]
story: [8, 592, 234, 632]
story: [8, 476, 234, 588]
continued-label: Continued from page 1: [279, 509, 469, 524]
story: [243, 812, 469, 1097]
continued-label: Continued from page 2: [44, 55, 234, 70]
story-number: No #16: [243, 760, 279, 775]
story-header: [243, 364, 469, 379]
continued-label: Continued from page 1: [279, 576, 469, 591]
story-header: [243, 701, 469, 716]
story-text: The Ministry of Interior has ordered to launch a high-level inquiry into the incident of attacking Sindh House by a group of Pakistan PTI supporters led by two MNAs. The interior ministry has directed the investigation headed by the DIG Operations Owais Ahmed to submit the inquiry report in three days, sources said. The Islamabad police will also come under scrutiny for allowing the PTI workers twice to enter the high-security zone. They will also investigate the facts behind stopping Jamiat Ulama-e-Islam Fazl (JUI-F) workers but failing to stop the PTI workers, sources said. It may be noted here that police had lodged an FIR against 13 PTI workers excluding the MNAs for attacking the Sindh House. - NNI: [8, 872, 234, 937]
continued-label: Continued from page 1: [279, 118, 469, 133]
story-number: No #19: [477, 522, 513, 537]
story-text: of high-quality Pakistani merchandise." From 1995 to 2019, Pakistani exports to Algeria increased from $2.27 million to $14.5 million at 7.97% growth rate. In 2021, Pakistan exported multiple goods to Algeria worth $17.87 million and imported goods worth $5.33 million. - INP: [8, 960, 234, 989]
story: [712, 844, 938, 948]
